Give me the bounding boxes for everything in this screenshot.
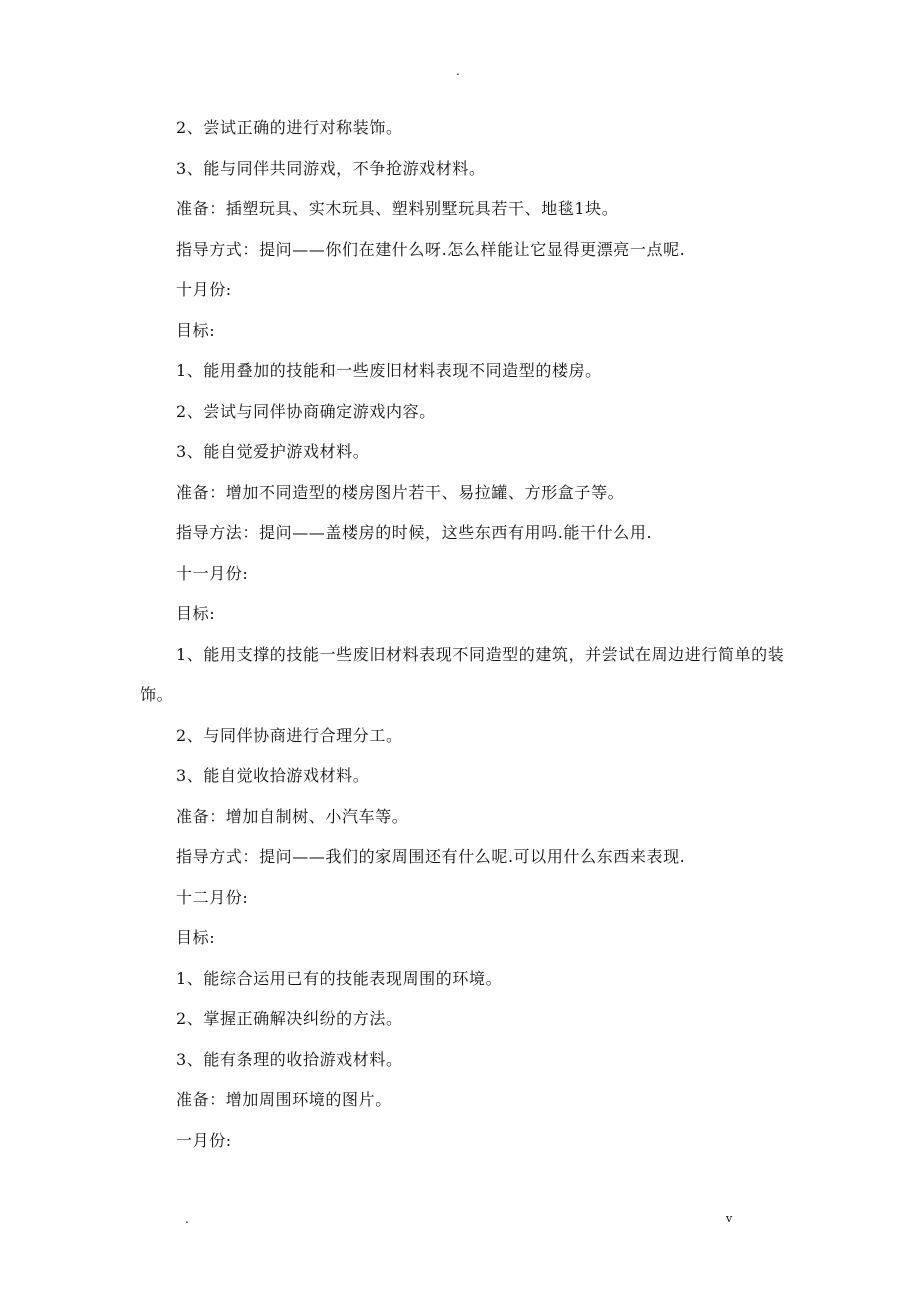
paragraph: 1、能用支撑的技能一些废旧材料表现不同造型的建筑，并尝试在周边进行简单的装饰。 bbox=[140, 644, 785, 704]
paragraph: 2、与同伴协商进行合理分工。 bbox=[176, 725, 403, 745]
paragraph: 3、能自觉爱护游戏材料。 bbox=[176, 442, 370, 461]
footer-left-mark: . bbox=[185, 1212, 189, 1226]
paragraph: 2、掌握正确解决纠纷的方法。 bbox=[176, 1009, 403, 1028]
paragraph: 指导方式：提问——你们在建什么呀.怎么样能让它显得更漂亮一点呢. bbox=[176, 239, 686, 259]
paragraph: 准备：增加自制树、小汽车等。 bbox=[176, 806, 409, 826]
footer-right-mark: v bbox=[726, 1212, 733, 1225]
document-body bbox=[140, 108, 790, 1161]
paragraph: 3、能有条理的收拾游戏材料。 bbox=[176, 1049, 403, 1069]
goal-label: 目标: bbox=[176, 320, 216, 340]
paragraph: 指导方式：提问——我们的家周围还有什么呢.可以用什么东西来表现. bbox=[176, 847, 686, 866]
paragraph: 准备：插塑玩具、实木玩具、塑料别墅玩具若干、地毯1块。 bbox=[176, 199, 619, 218]
paragraph: 1、能用叠加的技能和一些废旧材料表现不同造型的楼房。 bbox=[176, 361, 602, 380]
paragraph: 准备：增加不同造型的楼房图片若干、易拉罐、方形盒子等。 bbox=[176, 482, 625, 502]
paragraph: 3、能自觉收拾游戏材料。 bbox=[176, 766, 370, 785]
paragraph: 准备：增加周围环境的图片。 bbox=[176, 1090, 392, 1109]
paragraph: 指导方法：提问——盖楼房的时候，这些东西有用吗.能干什么用. bbox=[176, 523, 653, 542]
paragraph: 3、能与同伴共同游戏，不争抢游戏材料。 bbox=[176, 158, 486, 178]
goal-label: 目标: bbox=[176, 928, 216, 947]
section-heading-december: 十二月份: bbox=[176, 887, 249, 907]
paragraph: 2、尝试与同伴协商确定游戏内容。 bbox=[176, 401, 436, 421]
goal-label: 目标: bbox=[176, 604, 216, 623]
header-mark: . bbox=[456, 64, 460, 78]
paragraph: 1、能综合运用已有的技能表现周围的环境。 bbox=[176, 968, 503, 988]
section-heading-november: 十一月份: bbox=[176, 563, 249, 583]
paragraph: 2、尝试正确的进行对称装饰。 bbox=[176, 118, 403, 137]
section-heading-january: 一月份: bbox=[176, 1130, 232, 1150]
section-heading-october: 十月份: bbox=[176, 280, 232, 299]
